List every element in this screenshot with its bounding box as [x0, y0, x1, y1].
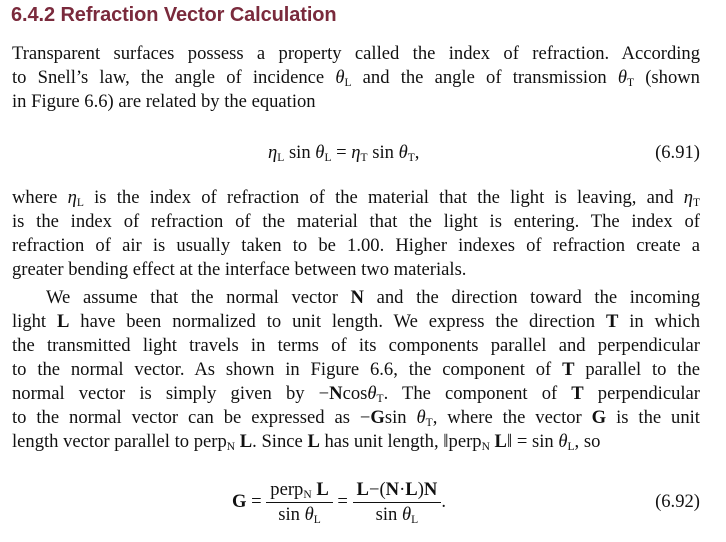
p1-line-3: in Figure 6.6) are related by the equation [12, 91, 316, 112]
equation-6-91: $\eta_L$ $\sin \theta_L = \eta_T$ $\sin \theta_T$, [268, 142, 420, 164]
p3-line-5: normal vector is simply given by −Ncosθ$_T$. The component of T perpendicular [12, 383, 700, 405]
p2-line-1: where $\eta_L$ is the index of refraction of the material that the light is leaving, and $\eta_T$ [12, 187, 700, 209]
p3-line-4: to the normal vector. As shown in Figure 6.6, the component of T parallel to the [12, 359, 701, 380]
paragraph-1 [12, 42, 700, 114]
p1-line-2: to Snell’s law, the angle of incidence $\theta_L$ and the angle of transmission $\theta_T$ (shown [12, 67, 700, 89]
p2-line-4: greater bending effect at the interface between two materials. [12, 259, 467, 280]
section-heading [11, 4, 337, 27]
equation-number-6-91: (6.91) [655, 142, 700, 163]
equation-number-6-92: (6.92) [655, 491, 700, 512]
p3-line-3: the transmitted light travels in terms of its components parallel and perpendicular [12, 335, 700, 356]
p3-line-1: We assume that the normal vector N and the direction toward the incoming [46, 287, 700, 308]
fraction-L-minus-NL-N-over-sin: $\frac{L-(N\cdot L)N}{\sin \theta_L}$ [353, 478, 442, 527]
p2-line-3: refraction of air is usually taken to be 1.00. Higher indexes of refraction create a [12, 235, 700, 256]
paragraph-2 [12, 186, 700, 282]
paragraph-3 [12, 286, 700, 454]
p3-line-6: to the normal vector can be expressed as −Gsin $\theta_T$, where the vector G is the unit [12, 407, 700, 429]
section-number: 6.4.2 [11, 4, 55, 26]
p3-line-7: length vector parallel to perp$_N$ L. Since L has unit length, ‖perp$_N$ L‖ = $\sin \theta_L$, so [12, 431, 601, 453]
equation-6-92: G = $\frac{perp_N L}{\sin \theta_L}$ = $\frac{L-(N\cdot L)N}{\sin \theta_L}$ . [232, 479, 446, 526]
section-title: Refraction Vector Calculation [60, 4, 337, 26]
p1-line-1: Transparent surfaces possess a property called the index of refraction. According [12, 43, 700, 64]
fraction-perp-over-sin: $\frac{perp_N L}{\sin \theta_L}$ [266, 478, 332, 527]
p2-line-2: is the index of refraction of the material that the light is entering. The index of [12, 211, 700, 232]
p3-line-2: light L have been normalized to unit length. We express the direction T in which [12, 311, 701, 332]
